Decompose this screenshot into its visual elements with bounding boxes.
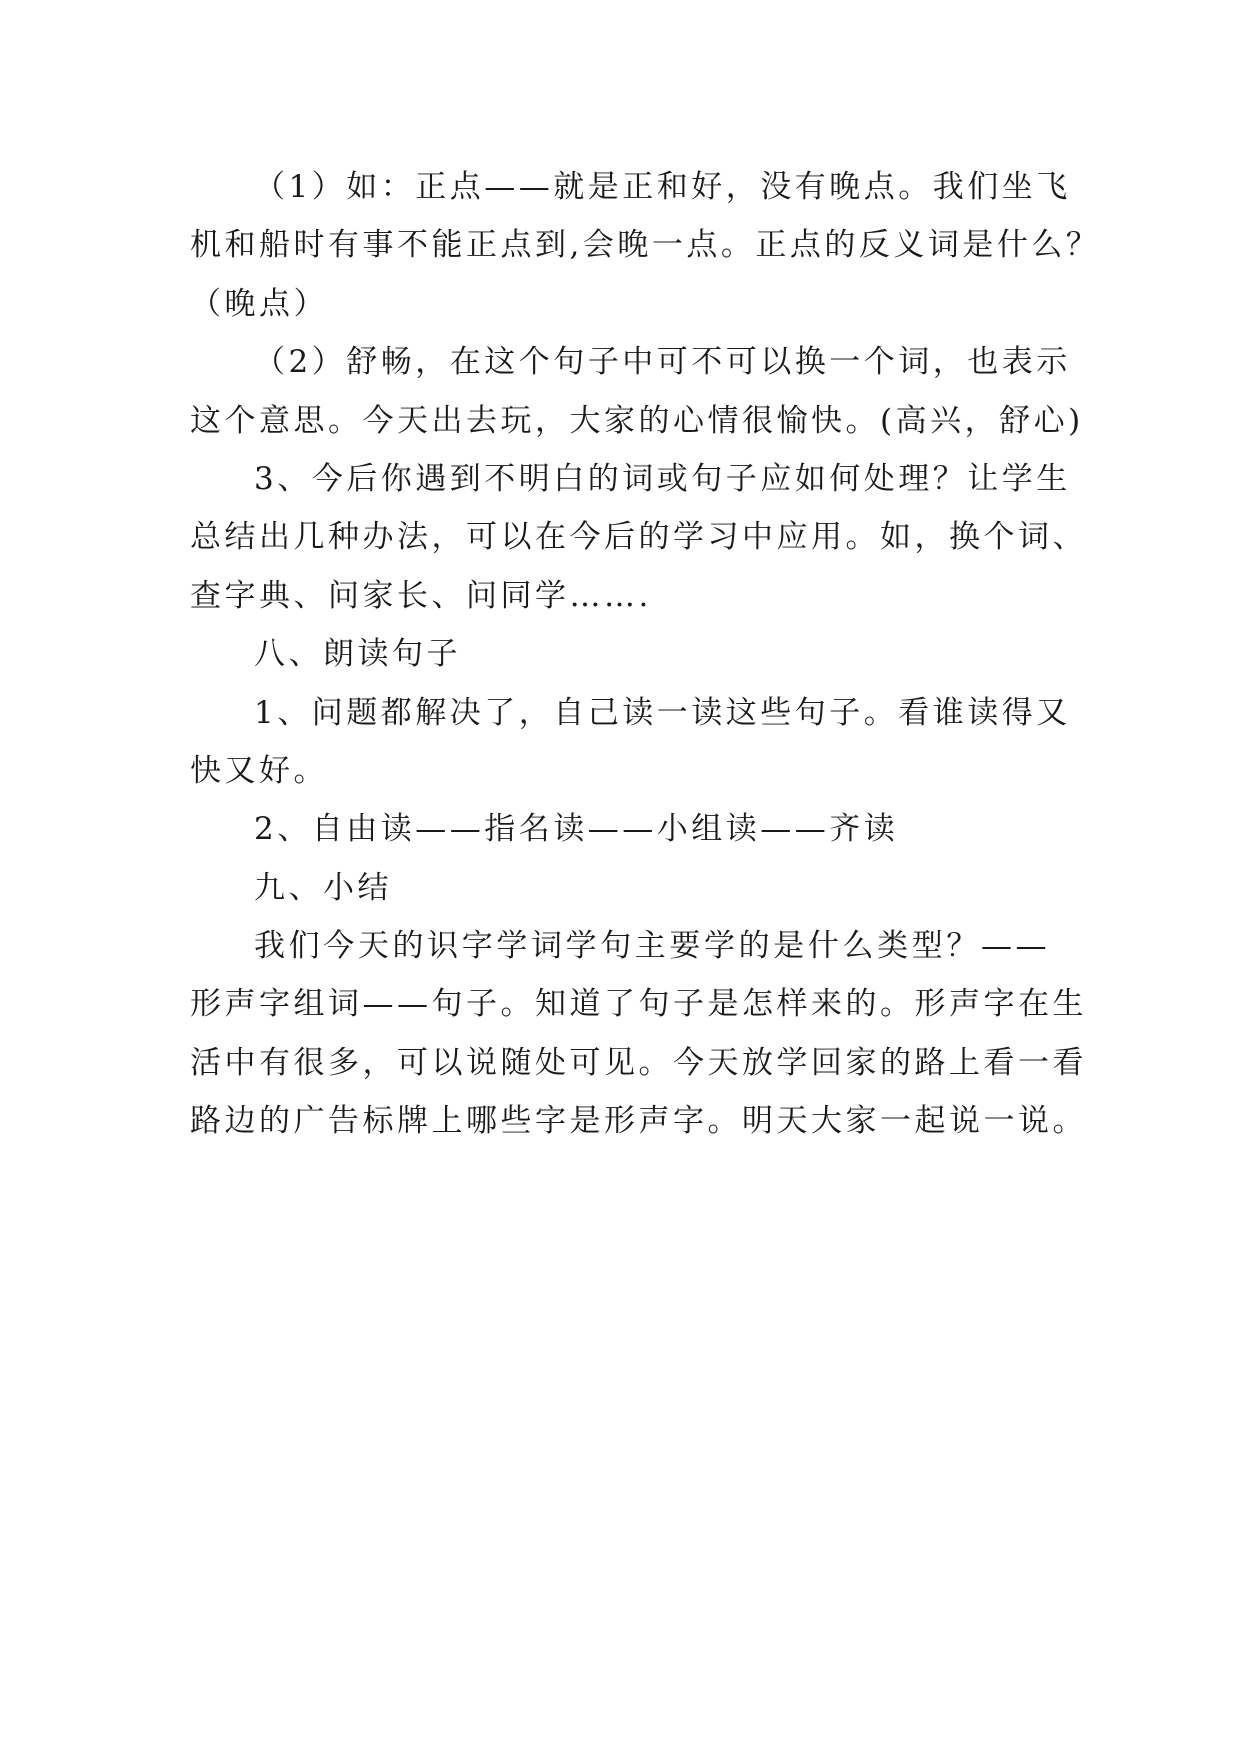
document-body	[190, 158, 1101, 1151]
text-line: 这个意思。今天出去玩，大家的心情很愉快。(高兴，舒心)	[190, 402, 1084, 439]
text-line: 机和船时有事不能正点到,会晚一点。正点的反义词是什么？	[190, 227, 1101, 264]
text-line: （晚点）	[190, 285, 328, 322]
text-line: 快又好。	[190, 752, 328, 789]
text-line: 我们今天的识字学词学句主要学的是什么类型？——	[254, 928, 1050, 965]
text-line: （1）如：正点——就是正和好，没有晚点。我们坐飞	[254, 169, 1071, 205]
text-line: 总结出几种办法，可以在今后的学习中应用。如，换个词、	[190, 519, 1087, 556]
text-line: （2）舒畅，在这个句子中可不可以换一个词，也表示	[254, 344, 1071, 381]
text-line: 形声字组词——句子。知道了句子是怎样来的。形声字在生	[190, 986, 1087, 1023]
text-line: 路边的广告标牌上哪些字是形声字。明天大家一起说一说。	[190, 1103, 1087, 1140]
text-line: 1、问题都解决了，自己读一读这些句子。看谁读得又	[254, 694, 1071, 731]
text-line: 活中有很多，可以说随处可见。今天放学回家的路上看一看	[190, 1044, 1087, 1081]
section-heading: 九、小结	[254, 869, 392, 906]
text-line: 查字典、问家长、问同学…….	[190, 577, 652, 614]
text-line: 3、今后你遇到不明白的词或句子应如何处理？让学生	[254, 460, 1071, 497]
text-line: 2、自由读——指名读——小组读——齐读	[254, 811, 899, 848]
section-heading: 八、朗读句子	[254, 636, 461, 673]
